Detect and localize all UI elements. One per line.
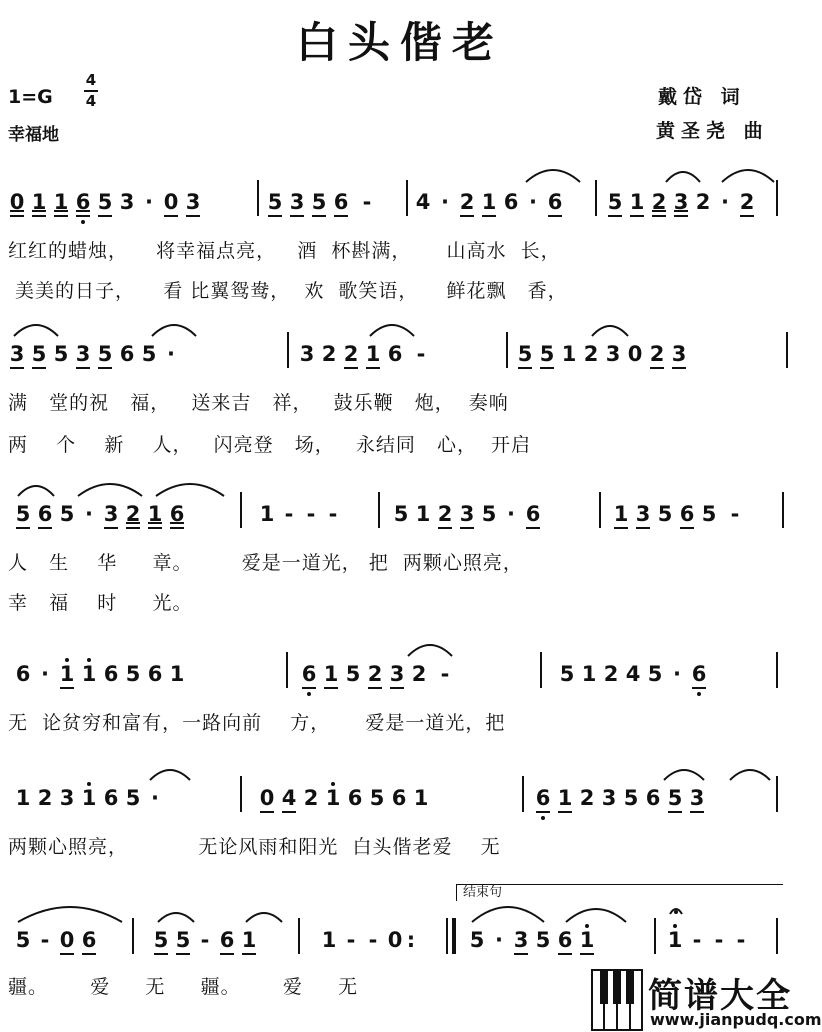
- lyricist-credit: 戴岱 词: [658, 86, 746, 108]
- key-signature: 1=G: [8, 86, 53, 108]
- lyrics-row-2-verse-1: 满 堂的祝 福， 送来吉 祥， 鼓乐鞭 炮， 奏响: [8, 392, 509, 414]
- lyrics-row-4: 无 论贫穷和富有，一路向前 方， 爱是一道光，把: [8, 712, 506, 734]
- time-top: 4: [85, 71, 97, 89]
- notation-row-1: 0 1 1 6 5 3 · 0 3: [6, 190, 204, 214]
- tempo-marking: 幸福地: [8, 125, 59, 145]
- lyrics-row-5: 两颗心照亮， 无论风雨和阳光 白头偕老爱 无: [8, 836, 501, 858]
- site-logo: [592, 968, 822, 1032]
- lyrics-row-6: 疆。 爱 无 疆。 爱 无: [8, 976, 359, 998]
- time-bottom: 4: [85, 92, 97, 110]
- lyrics-row-3-verse-2: 幸 福 时 光。: [8, 592, 193, 614]
- lyrics-row-2-verse-2: 两 个 新 人， 闪亮登 场， 永结同 心， 开启: [8, 434, 532, 456]
- lyrics-row-3-verse-1: 人 生 华 章。 爱是一道光， 把 两颗心照亮，: [8, 552, 523, 574]
- lyrics-row-1-verse-2: 美美的日子， 看 比翼鸳鸯， 欢 歌笑语， 鲜花飘 香，: [8, 280, 568, 302]
- logo-url: www.jianpudq.com: [650, 1010, 822, 1029]
- notation-row-3: 5 6 5 · 3 2 1 6: [12, 502, 188, 526]
- song-title: 白头偕老: [295, 18, 504, 67]
- notation-row-6: 5 - 0 6: [12, 928, 100, 952]
- logo-title: 简谱大全: [648, 976, 792, 1016]
- lyrics-row-1-verse-1: 红红的蜡烛， 将幸福点亮， 酒 杯斟满， 山高水 长，: [8, 240, 561, 262]
- notation-row-2: 3 5 5 3 5 6 5 ·: [6, 342, 182, 366]
- ending-label: 结束句: [456, 884, 783, 901]
- piano-keys-icon: [592, 970, 642, 1030]
- notation-row-4: 6 · 1 1 6 5 6 1: [15, 662, 185, 686]
- composer-credit: 黄圣尧 曲: [656, 120, 769, 142]
- notation-row-5: 1 2 3 1 6 5 ·: [15, 786, 159, 810]
